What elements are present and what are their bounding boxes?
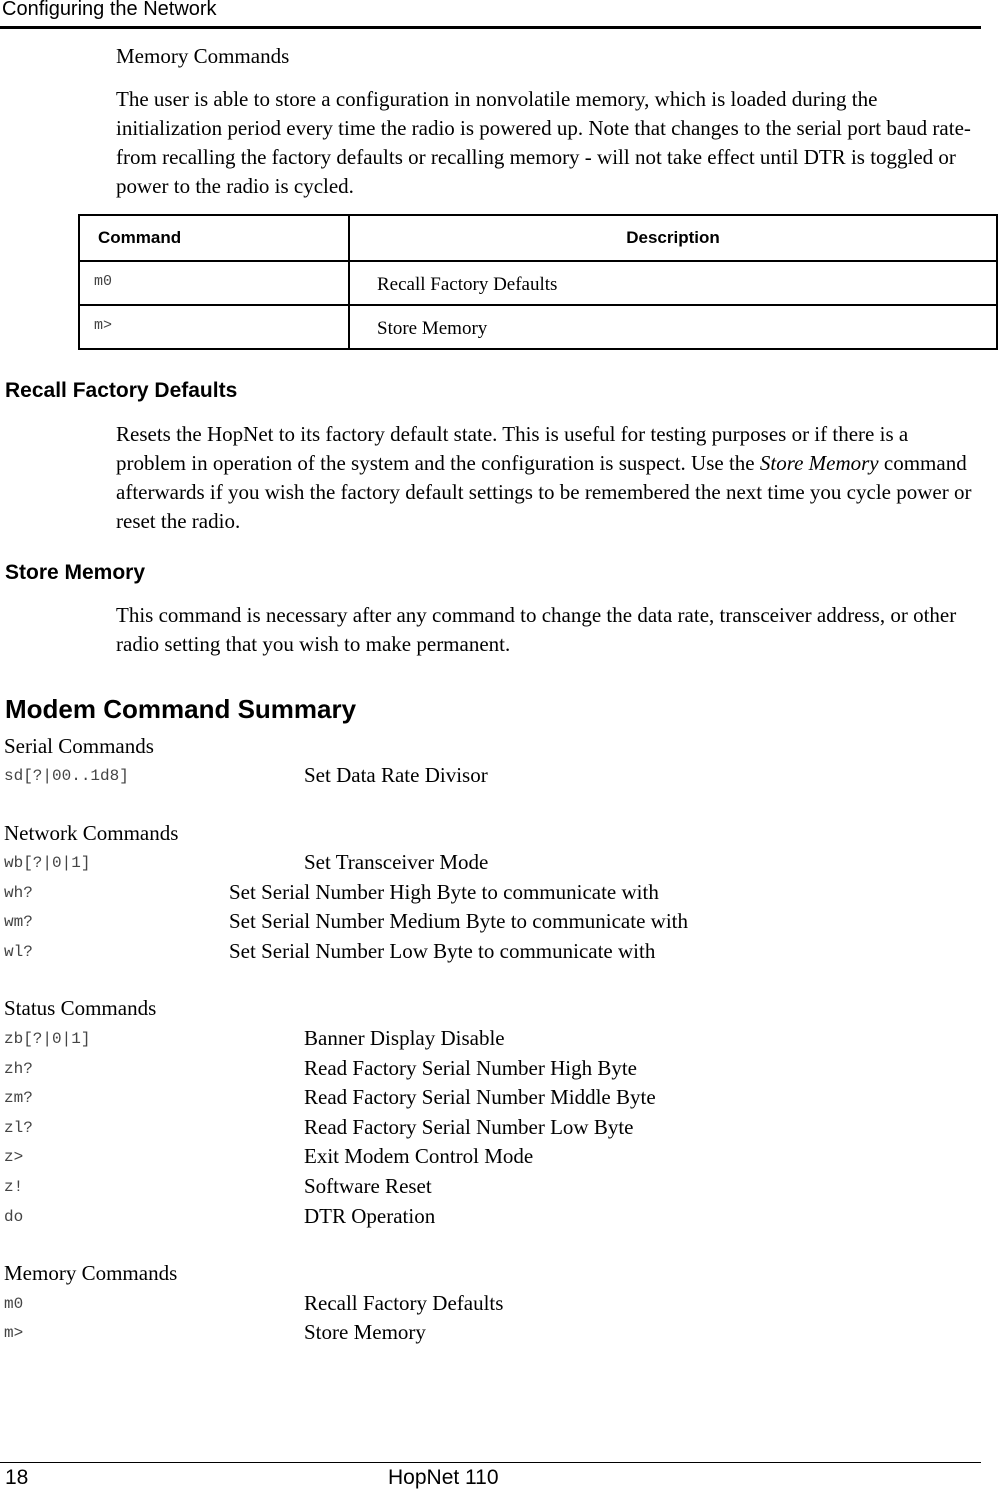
command-code: zm? [4,1089,33,1107]
store-memory-emphasis: Store Memory [759,451,879,475]
command-description: Read Factory Serial Number High Byte [304,1056,638,1080]
command-code: z> [4,1148,24,1166]
command-description: Exit Modem Control Mode [304,1144,534,1168]
running-header-title: Configuring the Network [2,0,217,20]
memory-commands-title: Memory Commands [4,1261,178,1285]
footer-product-name: HopNet 110 [388,1466,499,1489]
command-code: wb[?|0|1] [4,854,91,872]
command-code: wm? [4,913,33,931]
command-code: m> [94,317,113,334]
serial-commands-title: Serial Commands [4,734,154,758]
command-code: m0 [94,273,113,290]
column-header-description: Description [349,215,997,261]
column-header-command: Command [79,215,349,261]
command-description: Recall Factory Defaults [304,1291,504,1315]
summary-row [0,1056,990,1086]
command-code: wh? [4,884,33,902]
network-commands-title: Network Commands [4,821,179,845]
summary-row [0,939,990,969]
command-description: Store Memory [377,318,488,339]
table-cell [349,261,997,305]
command-description: DTR Operation [304,1204,436,1228]
command-description: Set Data Rate Divisor [304,763,488,787]
command-description: Set Serial Number Low Byte to communicate with [229,939,656,963]
memory-commands-intro: The user is able to store a configuration in nonvolatile memory, which is loaded during the initialization period every time the radio is powered up. Note that changes to the serial port baud rate- from recalling the factory defaults or recalling memory - will not take effect until DTR is toggled or power to the radio is cycled. [116,87,971,198]
command-description: Set Transceiver Mode [304,850,489,874]
modem-command-summary-heading: Modem Command Summary [5,694,357,724]
table-row [79,305,997,349]
command-code: zh? [4,1060,33,1078]
footer-rule [0,1462,981,1463]
header-rule [0,26,981,29]
command-code: zl? [4,1119,33,1137]
command-code: z! [4,1178,24,1196]
summary-row [0,1320,990,1350]
command-description: Set Serial Number High Byte to communicate with [229,880,659,904]
command-description: Software Reset [304,1174,432,1198]
summary-row [0,1174,990,1204]
summary-row [0,1144,990,1174]
summary-row [0,909,990,939]
summary-row [0,1115,990,1145]
command-description: Recall Factory Defaults [377,274,558,295]
command-code: m> [4,1324,24,1342]
command-description: Read Factory Serial Number Low Byte [304,1115,634,1139]
memory-commands-heading: Memory Commands [116,44,290,68]
summary-row [0,763,990,793]
recall-factory-defaults-text [116,420,976,536]
table-header-row [79,215,997,261]
status-commands-title: Status Commands [4,996,157,1020]
summary-row [0,880,990,910]
summary-row [0,1291,990,1321]
summary-row [0,1026,990,1056]
command-code: zb[?|0|1] [4,1030,91,1048]
table-row [79,261,997,305]
command-description: Set Serial Number Medium Byte to communicate with [229,909,688,933]
command-code: m0 [4,1295,24,1313]
store-memory-heading: Store Memory [5,561,146,584]
memory-command-table [78,214,998,350]
command-description: Store Memory [304,1320,426,1344]
command-description: Read Factory Serial Number Middle Byte [304,1085,656,1109]
recall-text-part: command afterwards if you wish the factory default settings to be remembered the next time you cycle power or reset the radio. [116,451,972,533]
summary-row [0,850,990,880]
recall-factory-defaults-heading: Recall Factory Defaults [5,379,238,402]
command-code: wl? [4,943,33,961]
summary-row [0,1204,990,1234]
command-code: do [4,1208,24,1226]
table-cell [79,261,349,305]
summary-row [0,1085,990,1115]
table-cell [79,305,349,349]
page-number: 18 [5,1466,29,1489]
table-cell [349,305,997,349]
store-memory-text: This command is necessary after any command to change the data rate, transceiver address, or other radio setting that you wish to make permanent. [116,603,957,656]
command-description: Banner Display Disable [304,1026,505,1050]
command-code: sd[?|00..1d8] [4,767,129,785]
recall-text-part: Resets the HopNet to its factory default state. This is useful for testing purposes or if there is a problem in operation of the system and the configuration is suspect. Use the [116,422,909,475]
